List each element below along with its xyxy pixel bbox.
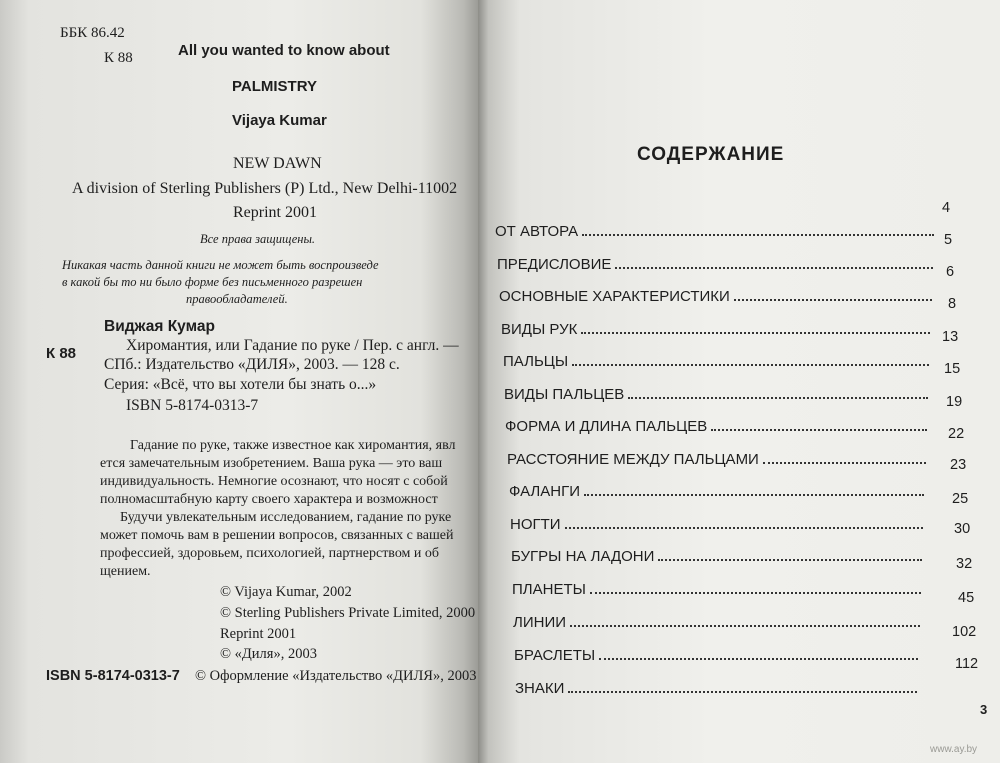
rights-line-3: в какой бы то ни было форме без письменного разрешен bbox=[62, 275, 363, 289]
publisher-name: NEW DAWN bbox=[233, 155, 322, 172]
toc-entry bbox=[501, 318, 936, 338]
copyright-line: © Vijaya Kumar, 2002 bbox=[220, 584, 352, 600]
copyright-line: © Оформление «Издательство «ДИЛЯ», 2003 bbox=[195, 668, 477, 684]
toc-page-number: 8 bbox=[948, 296, 957, 312]
toc-entry-title: НОГТИ bbox=[510, 516, 561, 533]
toc-entry-title: ЛИНИИ bbox=[513, 614, 567, 631]
toc-page-number: 6 bbox=[946, 264, 955, 280]
annotation-line: щением. bbox=[100, 564, 151, 579]
toc-entry bbox=[497, 253, 939, 273]
isbn-bottom: ISBN 5-8174-0313-7 bbox=[46, 668, 180, 684]
russian-author: Виджая Кумар bbox=[104, 318, 215, 335]
toc-page-number: 23 bbox=[950, 457, 967, 473]
toc-entry bbox=[507, 448, 932, 468]
toc-entry-title: ПЛАНЕТЫ bbox=[512, 581, 586, 598]
annotation-line: ется замечательным изобретением. Ваша рука — это ваш bbox=[100, 456, 443, 471]
toc-entry-title: БУГРЫ НА ЛАДОНИ bbox=[511, 548, 655, 565]
toc-entry bbox=[514, 644, 924, 664]
toc-entry-title: БРАСЛЕТЫ bbox=[514, 647, 596, 664]
toc-entry-title: ПАЛЬЦЫ bbox=[503, 353, 569, 370]
toc-entry-title: ОСНОВНЫЕ ХАРАКТЕРИСТИКИ bbox=[499, 288, 730, 305]
toc-leader bbox=[565, 527, 924, 529]
watermark: www.ay.by bbox=[930, 744, 978, 755]
toc-page-number: 15 bbox=[944, 361, 961, 377]
author-mark: К 88 bbox=[104, 50, 133, 66]
toc-entry-title: ЗНАКИ bbox=[515, 680, 565, 697]
annotation-line: полномасштабную карту своего характера и возможност bbox=[100, 492, 438, 507]
toc-page-number: 13 bbox=[942, 329, 959, 345]
toc-page-number: 112 bbox=[955, 656, 979, 672]
toc-page-number: 4 bbox=[942, 200, 951, 216]
toc-entry bbox=[504, 383, 934, 403]
toc-heading: СОДЕРЖАНИЕ bbox=[637, 144, 785, 165]
toc-page-number: 30 bbox=[954, 521, 971, 537]
rights-line-2: Никакая часть данной книги не может быть воспроизведе bbox=[62, 258, 379, 272]
page-number: 3 bbox=[980, 702, 988, 717]
english-title: PALMISTRY bbox=[232, 78, 317, 95]
annotation-line: может помочь вам в решении вопросов, связанных с вашей bbox=[100, 528, 454, 543]
toc-page-number: 32 bbox=[956, 556, 973, 572]
toc-leader bbox=[658, 559, 922, 561]
toc-leader bbox=[615, 267, 932, 269]
toc-leader bbox=[572, 364, 929, 366]
toc-leader bbox=[734, 299, 932, 301]
toc-entry bbox=[510, 513, 929, 533]
toc-leader bbox=[763, 462, 926, 464]
bib-title: Хиромантия, или Гадание по руке / Пер. с англ. — bbox=[126, 337, 459, 354]
toc-entry bbox=[511, 545, 928, 565]
annotation-line: Гадание по руке, также известное как хиромантия, явл bbox=[130, 438, 456, 453]
copyright-line: © «Диля», 2003 bbox=[220, 646, 317, 662]
toc-leader bbox=[570, 625, 920, 627]
copyright-line: Reprint 2001 bbox=[220, 626, 297, 642]
toc-page-number: 45 bbox=[958, 590, 975, 606]
toc-entry-title: ФАЛАНГИ bbox=[509, 483, 580, 500]
bbk-code: ББК 86.42 bbox=[60, 25, 125, 41]
author-mark-bold: К 88 bbox=[46, 345, 77, 362]
toc-entry-title: ФОРМА И ДЛИНА ПАЛЬЦЕВ bbox=[505, 418, 708, 435]
toc-page-number: 19 bbox=[946, 394, 963, 410]
bib-publisher: СПб.: Издательство «ДИЛЯ», 2003. — 128 с. bbox=[104, 356, 400, 373]
toc-leader bbox=[590, 592, 921, 594]
toc-leader bbox=[582, 234, 934, 236]
toc-leader bbox=[599, 658, 918, 660]
toc-leader bbox=[581, 332, 930, 334]
toc-page-number: 25 bbox=[952, 491, 969, 507]
toc-entry-title: РАССТОЯНИЕ МЕЖДУ ПАЛЬЦАМИ bbox=[507, 451, 759, 468]
reprint-year: Reprint 2001 bbox=[233, 204, 317, 221]
toc-entry bbox=[495, 220, 940, 240]
annotation-line: Будучи увлекательным исследованием, гадание по руке bbox=[120, 510, 452, 525]
toc-entry bbox=[512, 578, 927, 598]
rights-line-1: Все права защищены. bbox=[200, 232, 316, 246]
rights-line-4: правообладателей. bbox=[186, 292, 288, 306]
toc-entry bbox=[505, 415, 933, 435]
publisher-division: A division of Sterling Publishers (P) Ltd., New Delhi-11002 bbox=[72, 180, 458, 197]
toc-page-number: 102 bbox=[952, 624, 977, 640]
copyright-line: © Sterling Publishers Private Limited, 2000 bbox=[220, 605, 476, 621]
toc-entry bbox=[509, 480, 930, 500]
toc-entry-title: ВИДЫ РУК bbox=[501, 321, 578, 338]
toc-leader bbox=[568, 691, 917, 693]
toc-entry bbox=[515, 677, 923, 697]
annotation-line: профессией, здоровьем, психологией, партнерством и об bbox=[100, 546, 440, 561]
isbn-middle: ISBN 5-8174-0313-7 bbox=[126, 397, 259, 414]
english-subtitle: All you wanted to know about bbox=[178, 42, 390, 59]
toc-entry bbox=[499, 285, 938, 305]
toc-leader bbox=[628, 397, 928, 399]
toc-leader bbox=[584, 494, 924, 496]
toc-entry-title: ОТ АВТОРА bbox=[495, 223, 579, 240]
toc-entry bbox=[503, 350, 935, 370]
english-author: Vijaya Kumar bbox=[232, 112, 327, 129]
toc-page-number: 22 bbox=[948, 426, 965, 442]
toc-entry-title: ВИДЫ ПАЛЬЦЕВ bbox=[504, 386, 625, 403]
bib-series: Серия: «Всё, что вы хотели бы знать о...» bbox=[104, 376, 377, 393]
annotation-line: индивидуальность. Немногие осознают, что носят с собой bbox=[100, 474, 448, 489]
toc-entry bbox=[513, 611, 926, 631]
toc-entry-title: ПРЕДИСЛОВИЕ bbox=[497, 256, 612, 273]
toc-page-number: 5 bbox=[944, 232, 953, 248]
toc-leader bbox=[711, 429, 927, 431]
